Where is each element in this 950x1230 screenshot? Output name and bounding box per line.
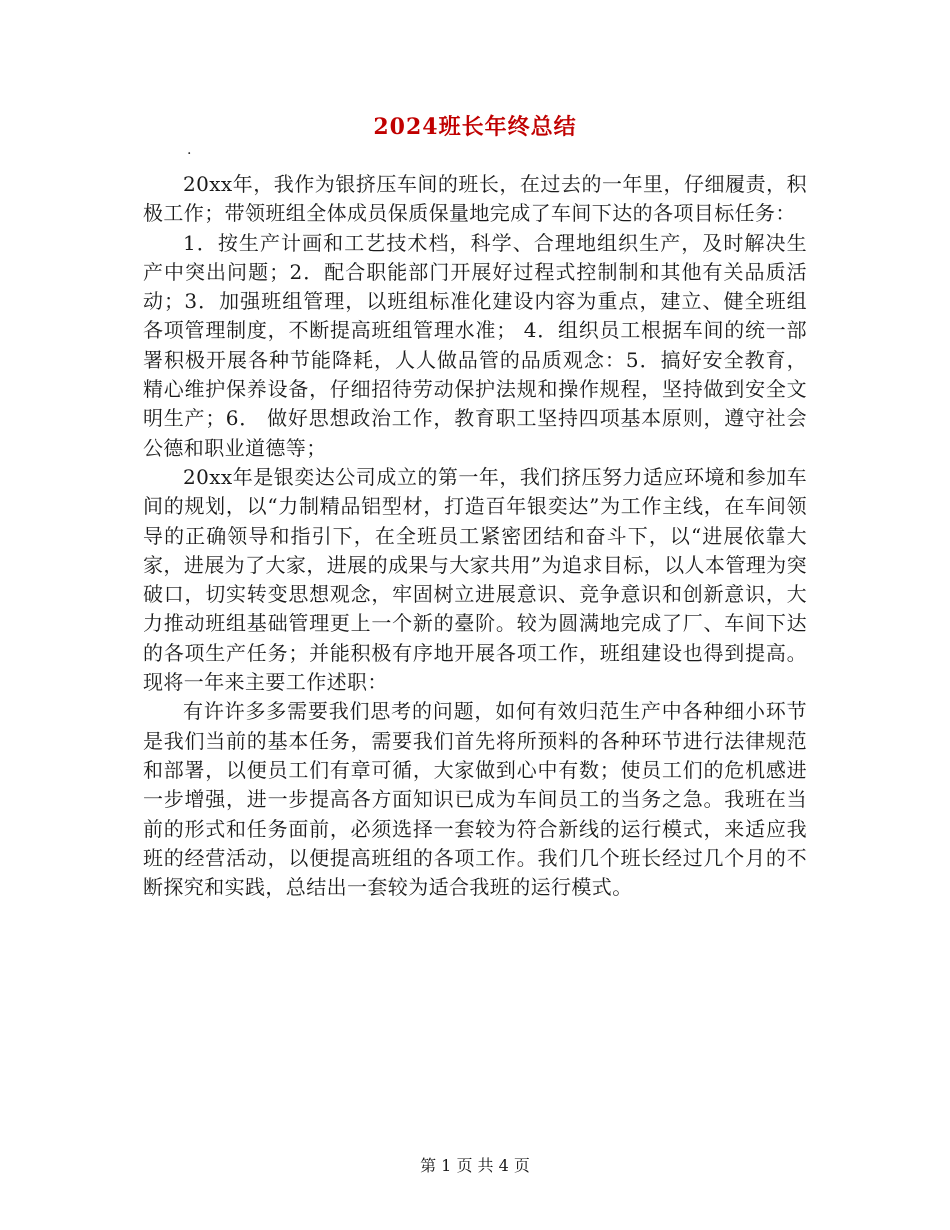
- bullet-marker: .: [187, 142, 192, 158]
- paragraph-intro: 20xx年，我作为银挤压车间的班长，在过去的一年里，仔细履责，积极工作；带领班组全体成员保质保量地完成了车间下达的各项目标任务：: [143, 172, 807, 226]
- paragraph-operating-model: 有许许多多需要我们思考的问题，如何有效归范生产中各种细小环节是我们当前的基本任务，需要我们首先将所预料的各种环节进行法律规范和部署，以便员工们有章可循，大家做到心中有数；使员工们的危机感进一步增强，进一步提高各方面知识已成为车间员工的当务之急。我班在当前的形式和任务面前，必须选择一套较为符合新线的运行模式，来适应我班的经营活动，以便提高班组的各项工作。我们几个班长经过几个月的不断探究和实践，总结出一套较为适合我班的运行模式。: [143, 699, 807, 900]
- document-title: 2024班长年终总结: [373, 114, 577, 140]
- document-body: [143, 170, 807, 902]
- paragraph-company-year: 20xx年是银奕达公司成立的第一年，我们挤压努力适应环境和参加车间的规划，以“力制精品铝型材，打造百年银奕达”为工作主线，在车间领导的正确领导和指引下，在全班员工紧密团结和奋斗下，以“进展依靠大家，进展为了大家，进展的成果与大家共用”为追求目标，以人本管理为突破口，切实转变思想观念，牢固树立进展意识、竞争意识和创新意识，大力推动班组基础管理更上一个新的臺阶。较为圆满地完成了厂、车间下达的各项生产任务；并能积极有序地开展各项工作，班组建设也得到提高。现将一年来主要工作述职：: [143, 464, 807, 695]
- page-number-footer: 第 1 页 共 4 页: [420, 1156, 530, 1175]
- paragraph-tasks: 1．按生产计画和工艺技术档，科学、合理地组织生产，及时解决生产中突出问题；2．配合职能部门开展好过程式控制制和其他有关品质活动；3．加强班组管理，以班组标准化建设内容为重点，建立、健全班组各项管理制度，不断提高班组管理水准； 4．组织员工根据车间的统一部署积极开展各种节能降耗，人人做品管的品质观念：5．搞好安全教育，精心维护保养设备，仔细招待劳动保护法规和操作规程，坚持做到安全文明生产；6． 做好思想政治工作，教育职工坚持四项基本原则，遵守社会公德和职业道德等；: [143, 230, 807, 460]
